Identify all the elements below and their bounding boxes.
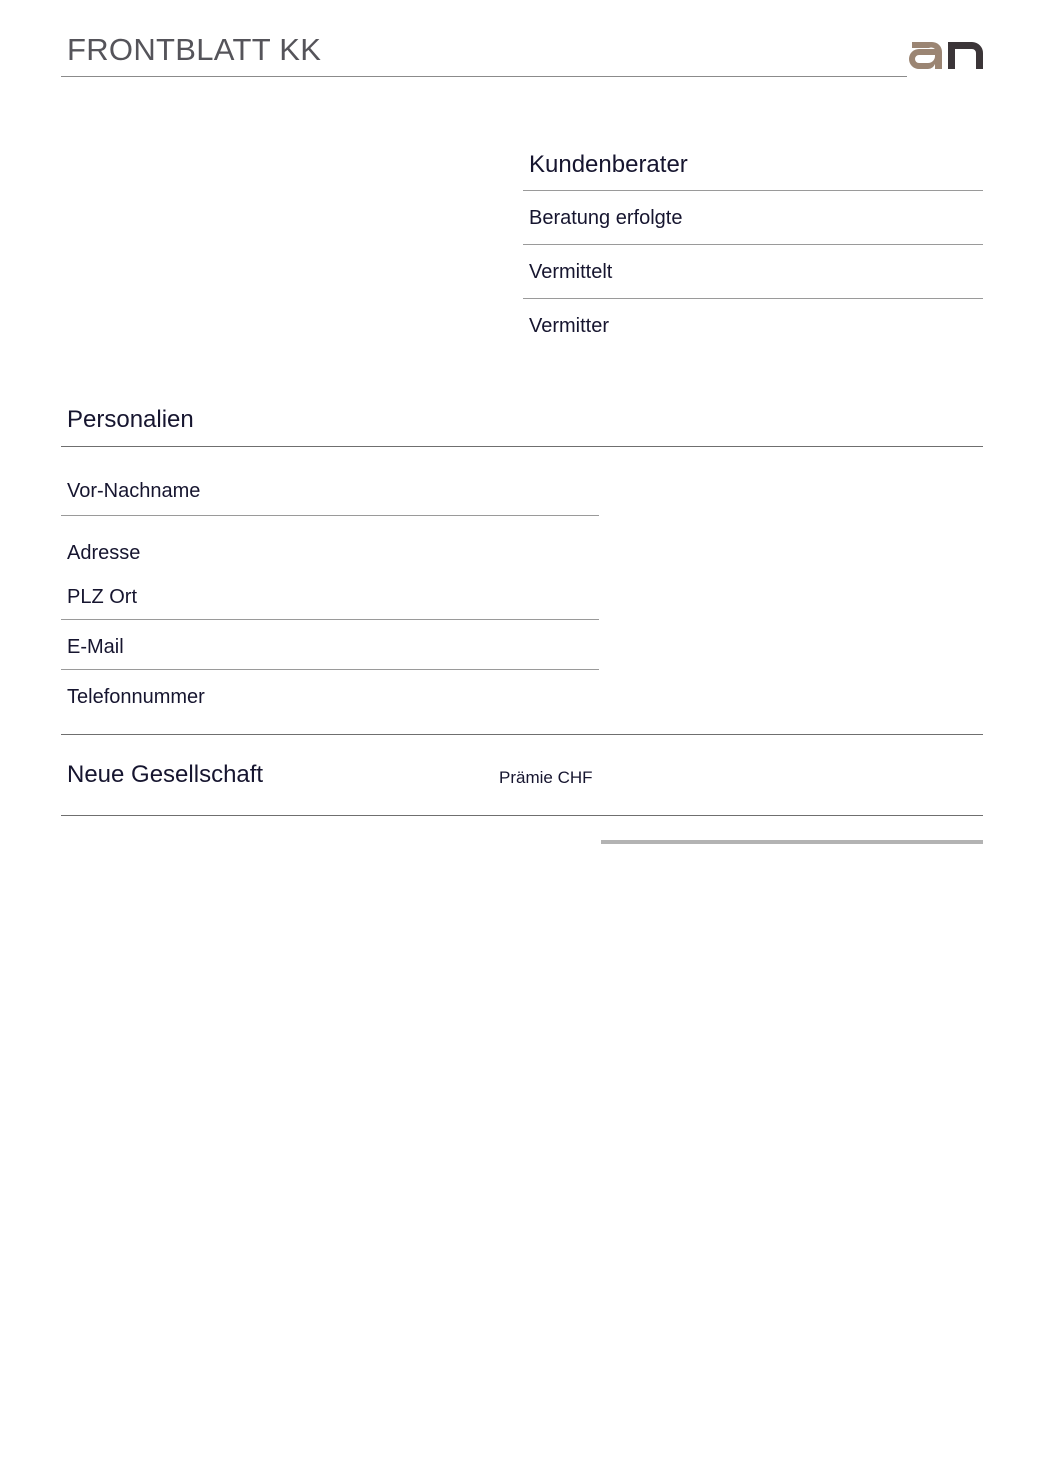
logo-letter-n — [948, 42, 983, 69]
personal-heading: Personalien — [67, 406, 194, 433]
advisor-field-vermitter: Vermitter — [529, 315, 610, 337]
email-field-label: E-Mail — [67, 636, 124, 658]
email-field-divider — [61, 669, 599, 670]
name-field-label: Vor-Nachname — [67, 480, 201, 502]
signature-line — [601, 840, 983, 844]
advisor-row-divider — [523, 244, 983, 245]
address-field-label: Adresse — [67, 542, 141, 564]
premium-label: Prämie CHF — [499, 768, 593, 787]
advisor-field-vermittelt: Vermittelt — [529, 261, 613, 283]
phone-field-label: Telefonnummer — [67, 686, 205, 708]
company-heading: Neue Gesellschaft — [67, 761, 264, 788]
advisor-heading: Kundenberater — [529, 151, 688, 178]
advisor-divider — [523, 190, 983, 191]
advisor-field-beratung: Beratung erfolgte — [529, 207, 683, 229]
address-field-divider — [61, 619, 599, 620]
personal-divider — [61, 446, 983, 447]
name-field-divider — [61, 515, 599, 516]
document-title: FRONTBLATT KK — [67, 32, 322, 67]
advisor-row-divider — [523, 298, 983, 299]
zip-city-field-label: PLZ Ort — [67, 586, 138, 608]
company-logo — [906, 36, 986, 72]
company-top-divider — [61, 734, 983, 735]
title-divider — [61, 76, 907, 77]
logo-letter-a — [909, 42, 942, 69]
company-bottom-divider — [61, 815, 983, 816]
